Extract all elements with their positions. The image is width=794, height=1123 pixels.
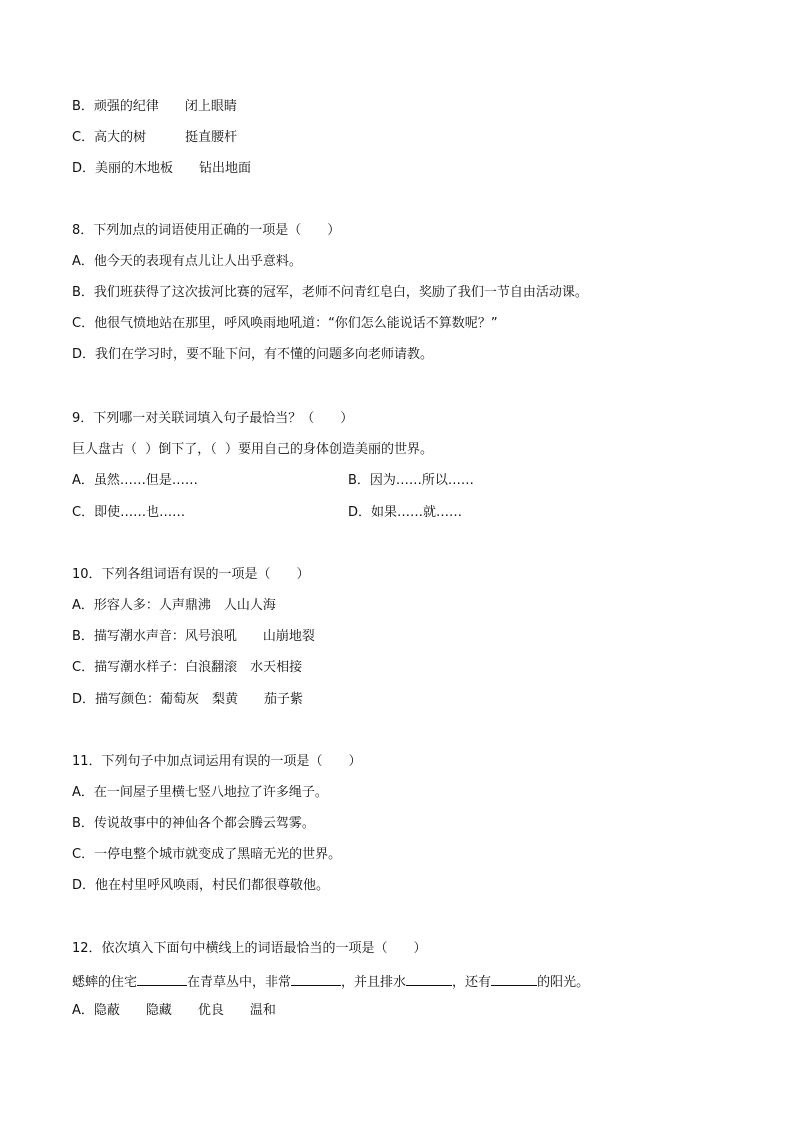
q8-option-a: A．他今天的表现有点儿让人出乎意料。 xyxy=(72,254,302,269)
q8-option-d: D．我们在学习时，要不耻下问，有不懂的问题多向老师请教。 xyxy=(72,347,434,362)
q8-stem: 8．下列加点的词语使用正确的一项是（ ） xyxy=(72,223,341,238)
q8-option-c: C．他很气愤地站在那里，呼风唤雨地吼道：“你们怎么能说话不算数呢？” xyxy=(72,316,498,331)
q9-stem: 9．下列哪一对关联词填入句子最恰当？（ ） xyxy=(72,411,354,426)
q12-sentence-part1: 蟋蟀的住宅 xyxy=(72,975,138,990)
q7-option-c: C．高大的树 挺直腰杆 xyxy=(72,130,238,145)
q12-blank-3 xyxy=(406,971,452,986)
q9-option-d: D．如果……就…… xyxy=(348,505,463,520)
q12-blank-1 xyxy=(137,971,187,986)
q12-blank-4 xyxy=(491,971,537,986)
q12-option-a: A．隐蔽 隐藏 优良 温和 xyxy=(72,1003,276,1018)
q11-option-b: B．传说故事中的神仙各个都会腾云驾雾。 xyxy=(72,816,315,831)
q12-stem: 12．依次填入下面句中横线上的词语最恰当的一项是（ ） xyxy=(72,941,427,956)
q7-option-d: D．美丽的木地板 钻出地面 xyxy=(72,161,252,176)
q10-stem: 10．下列各组词语有误的一项是（ ） xyxy=(72,567,310,582)
q12-blank-2 xyxy=(291,971,341,986)
q9-option-a: A．虽然……但是…… xyxy=(72,473,198,488)
q12-sentence-part5: 的阳光。 xyxy=(537,975,590,990)
q11-option-a: A．在一间屋子里横七竖八地拉了许多绳子。 xyxy=(72,785,328,800)
q11-option-d: D．他在村里呼风唤雨，村民们都很尊敬他。 xyxy=(72,878,330,893)
q8-option-b: B．我们班获得了这次拔河比赛的冠军，老师不问青红皂白，奖励了我们一节自由活动课。 xyxy=(72,285,588,300)
q10-option-a: A．形容人多：人声鼎沸 人山人海 xyxy=(72,598,276,613)
q12-sentence-part3: ，并且排水 xyxy=(341,975,407,990)
q12-sentence-part4: ，还有 xyxy=(452,975,492,990)
q12-sentence xyxy=(72,971,589,989)
q7-option-b: B．顽强的纪律 闭上眼睛 xyxy=(72,99,237,114)
q10-option-b: B．描写潮水声音：风号浪吼 山崩地裂 xyxy=(72,629,315,644)
q11-stem: 11．下列句子中加点词运用有误的一项是（ ） xyxy=(72,754,362,769)
q9-sentence: 巨人盘古（ ）倒下了，（ ）要用自己的身体创造美丽的世界。 xyxy=(72,442,434,457)
q11-option-c: C．一停电整个城市就变成了黑暗无光的世界。 xyxy=(72,847,342,862)
q9-option-b: B．因为……所以…… xyxy=(348,473,474,488)
q10-option-c: C．描写潮水样子：白浪翻滚 水天相接 xyxy=(72,660,303,675)
q12-sentence-part2: 在青草丛中，非常 xyxy=(187,975,292,990)
q10-option-d: D．描写颜色：葡萄灰 梨黄 茄子紫 xyxy=(72,692,304,707)
q9-option-c: C．即使……也…… xyxy=(72,505,186,520)
